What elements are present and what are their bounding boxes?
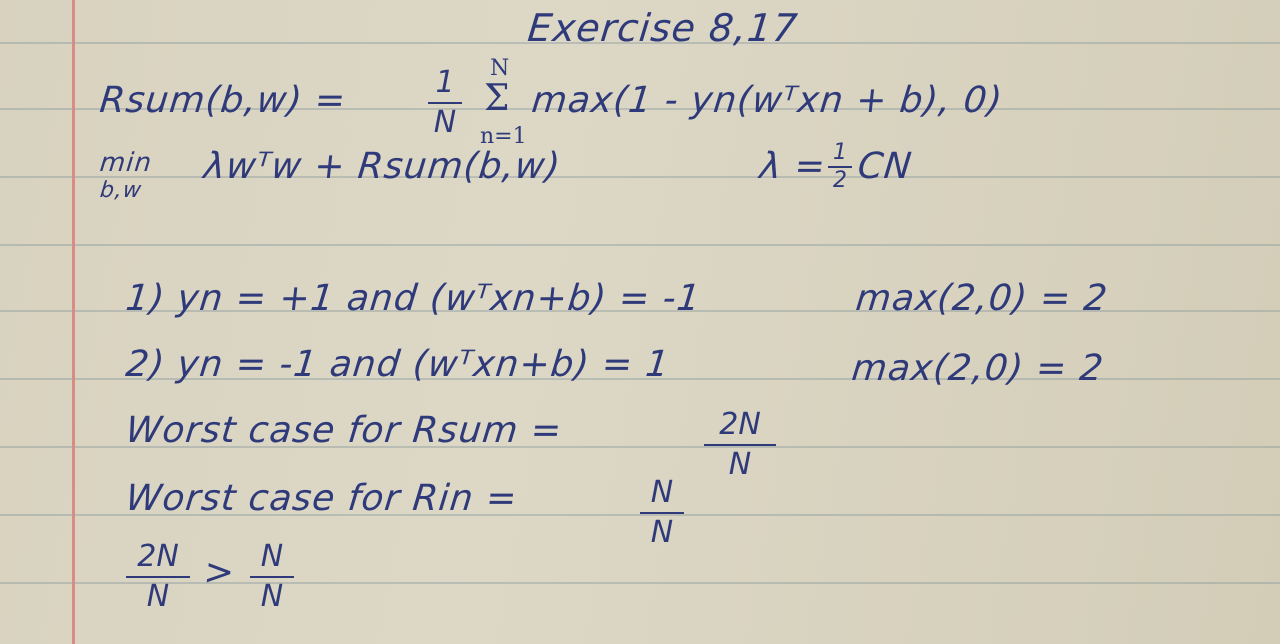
rsum-lhs: Rsum(b,w) = bbox=[97, 80, 349, 121]
page-title: Exercise 8,17 bbox=[525, 6, 801, 50]
fraction-denominator: 2 bbox=[833, 168, 847, 193]
case-1-result: max(2,0) = 2 bbox=[853, 278, 1110, 319]
lambda-fraction bbox=[828, 142, 852, 192]
fraction-numerator: 2N bbox=[137, 539, 179, 574]
worst-case-rin: Worst case for Rin = bbox=[123, 478, 520, 519]
fraction-numerator: N bbox=[650, 475, 674, 510]
worst-case-rsum: Worst case for Rsum = bbox=[123, 410, 565, 451]
case-1: 1) yn = +1 and (wᵀxn+b) = -1 bbox=[123, 278, 703, 319]
fraction-numerator: N bbox=[260, 539, 284, 574]
fraction-bar bbox=[428, 102, 462, 104]
fraction-bar bbox=[250, 576, 294, 578]
fraction-bar bbox=[126, 576, 190, 578]
comparison-operator: > bbox=[201, 552, 238, 593]
worst-case-rsum-fraction bbox=[704, 408, 776, 482]
comparison-right-fraction bbox=[250, 540, 294, 614]
comparison-left-fraction bbox=[126, 540, 190, 614]
ruled-line bbox=[0, 244, 1280, 246]
fraction-bar bbox=[640, 512, 684, 514]
worst-case-rin-fraction bbox=[640, 476, 684, 550]
lambda-lhs: λ = bbox=[757, 146, 829, 187]
margin-line bbox=[72, 0, 75, 644]
fraction-numerator: 1 bbox=[435, 65, 455, 100]
sum-symbol: Σ bbox=[484, 78, 510, 119]
lambda-rhs: CN bbox=[855, 146, 915, 187]
sum-lower-limit: n=1 bbox=[480, 124, 527, 149]
fraction-bar bbox=[704, 444, 776, 446]
ruled-line bbox=[0, 176, 1280, 178]
case-2-result: max(2,0) = 2 bbox=[849, 348, 1106, 389]
fraction-denominator: N bbox=[433, 105, 457, 140]
case-2: 2) yn = -1 and (wᵀxn+b) = 1 bbox=[123, 344, 672, 385]
line1-fraction bbox=[428, 66, 462, 140]
fraction-denominator: N bbox=[260, 579, 284, 614]
fraction-numerator: 1 bbox=[833, 140, 847, 165]
fraction-denominator: N bbox=[650, 515, 674, 550]
objective-expression: λwᵀw + Rsum(b,w) bbox=[201, 146, 563, 187]
sum-upper-limit: N bbox=[490, 56, 510, 81]
min-subscript: b,w bbox=[98, 178, 144, 203]
min-label: min bbox=[98, 148, 154, 178]
fraction-denominator: N bbox=[146, 579, 170, 614]
fraction-numerator: 2N bbox=[719, 407, 761, 442]
rsum-rhs: max(1 - yn(wᵀxn + b), 0) bbox=[529, 80, 1005, 121]
ruled-line bbox=[0, 582, 1280, 584]
fraction-denominator: N bbox=[728, 447, 752, 482]
